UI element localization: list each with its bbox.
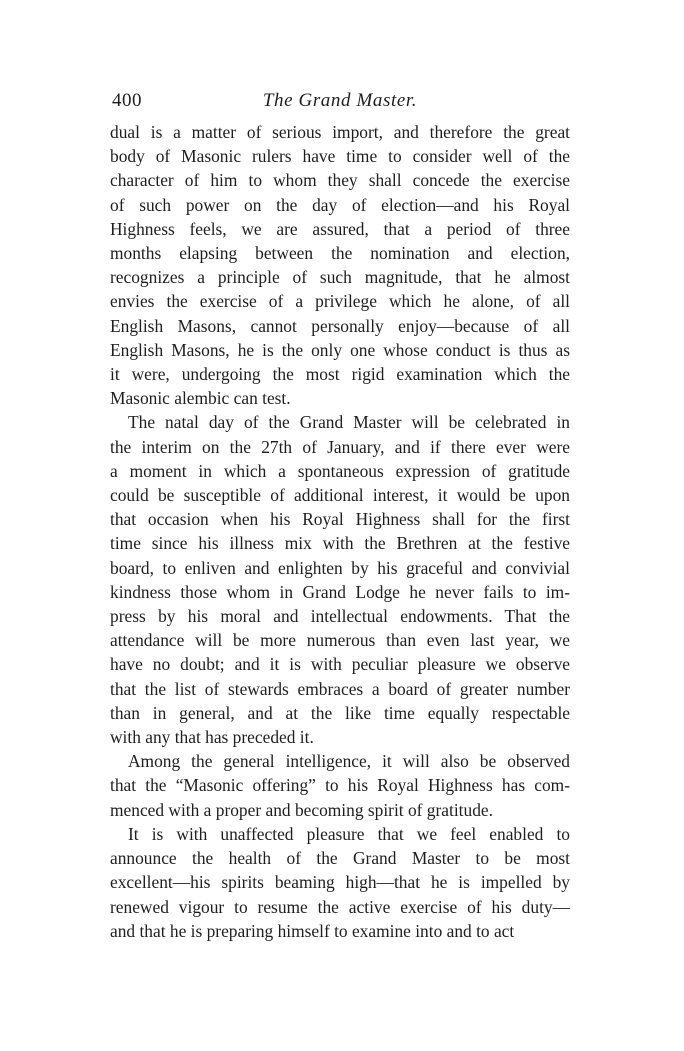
text-line: could be susceptible of additional interest, it would be upon — [110, 485, 570, 506]
text-line: It is with unaffected pleasure that we feel enabled to — [128, 823, 570, 844]
text-line: announce the health of the Grand Master to be most — [110, 848, 570, 869]
text-line: Among the general intelligence, it will also be observed — [128, 751, 570, 772]
text-line: and that he is preparing himself to examine into and to act — [110, 920, 515, 941]
text-line: recognizes a principle of such magnitude, that he almost — [110, 267, 570, 288]
text-line: Highness feels, we are assured, that a period of three — [110, 218, 570, 239]
text-line: character of him to whom they shall concede the exercise — [110, 170, 570, 191]
text-line: that the list of stewards embraces a board of greater number — [110, 678, 570, 699]
text-line: with any that has preceded it. — [110, 727, 314, 748]
text-line: of such power on the day of election—and his Royal — [110, 194, 570, 215]
running-title: The Grand Master. — [262, 90, 418, 111]
text-line: Masonic alembic can test. — [110, 388, 291, 409]
text-line: attendance will be more numerous than even last year, we — [110, 630, 570, 651]
text-line: body of Masonic rulers have time to consider well of the — [110, 146, 570, 167]
text-line: that occasion when his Royal Highness shall for the first — [110, 509, 570, 530]
text-line: excellent—his spirits beaming high—that he is impelled by — [110, 872, 570, 893]
text-line: The natal day of the Grand Master will be celebrated in — [128, 412, 570, 433]
text-line: kindness those whom in Grand Lodge he never fails to im- — [110, 581, 570, 602]
text-line: a moment in which a spontaneous expression of gratitude — [110, 460, 570, 481]
text-line: that the “Masonic offering” to his Royal Highness has com- — [110, 775, 570, 796]
text-line: have no doubt; and it is with peculiar pleasure we observe — [110, 654, 570, 675]
text-line: than in general, and at the like time equally respectable — [110, 702, 570, 723]
running-head — [110, 90, 570, 120]
book-page — [110, 90, 570, 943]
text-line: months elapsing between the nomination and election, — [110, 243, 570, 264]
text-line: renewed vigour to resume the active exercise of his duty— — [110, 896, 570, 917]
text-line: press by his moral and intellectual endowments. That the — [110, 606, 570, 627]
text-line: English Masons, he is the only one whose conduct is thus as — [110, 339, 570, 360]
text-line: dual is a matter of serious import, and therefore the great — [110, 122, 570, 142]
text-line: board, to enliven and enlighten by his graceful and convivial — [110, 557, 570, 578]
body-text — [110, 120, 570, 943]
text-line: menced with a proper and becoming spirit of gratitude. — [110, 799, 493, 820]
text-line: English Masons, cannot personally enjoy—because of all — [110, 315, 570, 336]
text-line: time since his illness mix with the Brethren at the festive — [110, 533, 570, 554]
text-line: it were, undergoing the most rigid examination which the — [110, 364, 570, 385]
text-line: envies the exercise of a privilege which he alone, of all — [110, 291, 570, 312]
text-line: the interim on the 27th of January, and if there ever were — [110, 436, 570, 457]
page-number: 400 — [112, 90, 142, 111]
